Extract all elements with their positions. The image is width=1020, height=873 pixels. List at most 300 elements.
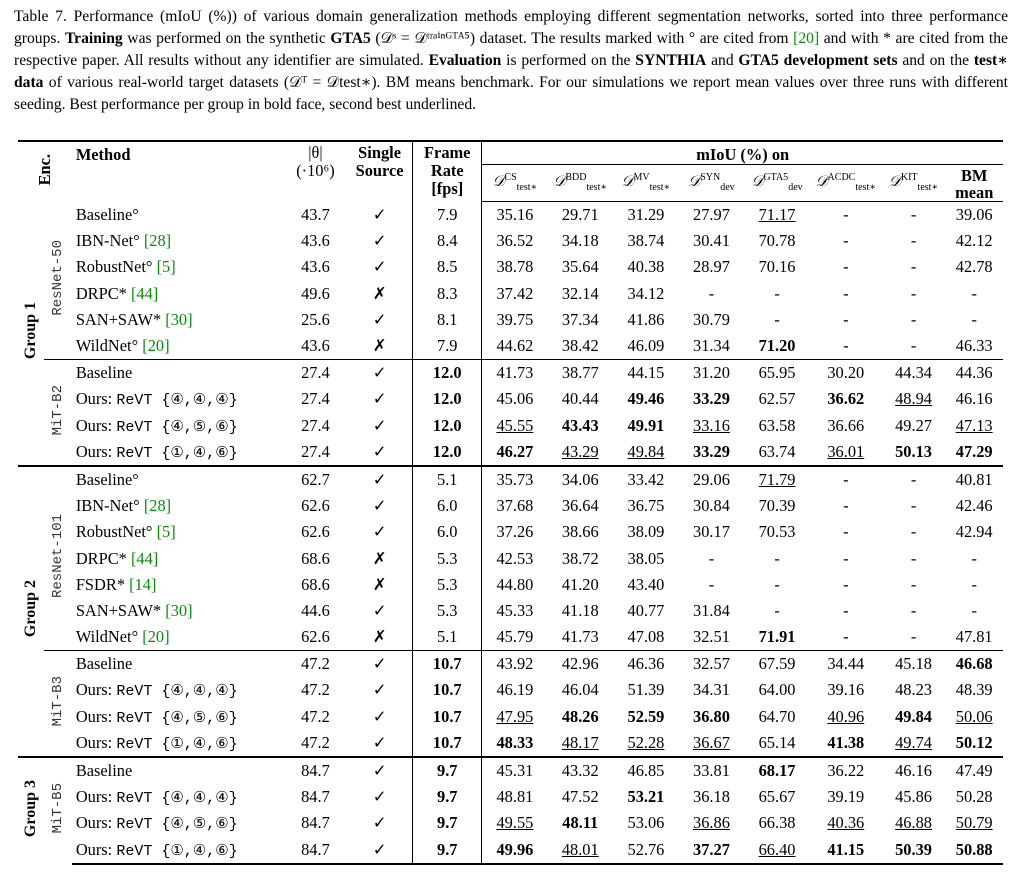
miou-cell: 52.28: [627, 732, 665, 752]
miou-cell: 36.80: [693, 706, 730, 726]
header-single-source: Single Source: [347, 141, 413, 202]
table-row: [18, 545, 1003, 571]
table-row: [18, 254, 1003, 280]
miou-cell: 44.80: [482, 572, 547, 598]
encoder-label: MiT-B2: [44, 360, 72, 466]
method-cell: IBN-Net° [28]: [75, 231, 172, 251]
table-row: [18, 307, 1003, 333]
bm-mean-cell: 47.29: [955, 441, 993, 461]
fps-cell: 6.0: [413, 493, 482, 519]
method-cell: Ours: ReVT {④,④,④}: [75, 680, 238, 701]
miou-cell: 48.17: [561, 732, 599, 752]
miou-cell: 49.27: [895, 415, 932, 435]
miou-cell: 68.17: [744, 757, 810, 784]
miou-cell: 46.04: [561, 680, 599, 700]
header-dataset-acdc: 𝒟$^{ACDC}_{test∗}$: [810, 165, 882, 202]
params-cell: 47.2: [284, 651, 347, 678]
params-cell: 62.6: [301, 522, 330, 542]
miou-cell: 36.86: [693, 813, 730, 833]
bm-mean-cell: 46.33: [955, 336, 993, 356]
method-cell: RobustNet° [5]: [75, 257, 176, 277]
params-cell: 84.7: [284, 837, 347, 864]
miou-cell: 42.53: [482, 545, 547, 571]
header-frame-rate: Frame Rate [fps]: [413, 141, 482, 202]
fps-cell: 12.0: [413, 360, 482, 387]
params-cell: 68.6: [301, 574, 330, 594]
params-cell: 43.7: [301, 204, 330, 224]
miou-cell: 45.33: [482, 598, 547, 624]
citation-link[interactable]: [5]: [156, 257, 176, 277]
method-cell: SAN+SAW* [30]: [75, 600, 193, 620]
params-cell: 49.6: [301, 283, 330, 303]
miou-cell: 48.81: [482, 784, 547, 810]
miou-cell: 48.33: [482, 730, 547, 757]
params-cell: 84.7: [301, 787, 330, 807]
miou-cell: -: [843, 627, 849, 647]
table-row: [18, 572, 1003, 598]
miou-cell: 70.16: [758, 257, 796, 277]
table-row: [18, 784, 1003, 810]
fps-cell: 9.7: [413, 837, 482, 864]
single-source-cell: ✓: [372, 231, 387, 251]
miou-cell: 32.51: [693, 627, 730, 647]
citation-link[interactable]: [30]: [165, 309, 193, 329]
miou-cell: 41.18: [561, 600, 599, 620]
fps-cell: 8.4: [413, 228, 482, 254]
single-source-cell: ✓: [372, 257, 387, 277]
citation-link[interactable]: [44]: [130, 548, 159, 568]
params-cell: 27.4: [301, 441, 330, 461]
params-cell: 43.6: [301, 257, 330, 277]
miou-cell: 35.73: [482, 466, 547, 493]
group-label: Group 3: [18, 757, 44, 864]
fps-cell: 9.7: [413, 784, 482, 810]
method-cell: Baseline°: [72, 466, 284, 493]
single-source-cell: ✓: [347, 651, 413, 678]
miou-cell: -: [810, 466, 882, 493]
citation-link[interactable]: [20]: [793, 30, 820, 47]
bm-mean-cell: 42.78: [955, 257, 993, 277]
miou-cell: -: [910, 627, 917, 647]
miou-cell: 31.29: [627, 205, 665, 225]
miou-cell: 42.96: [547, 651, 613, 678]
miou-cell: 36.18: [693, 787, 730, 807]
fps-cell: 5.3: [413, 572, 482, 598]
miou-cell: 46.36: [613, 651, 679, 678]
miou-cell: -: [774, 283, 780, 303]
single-source-cell: ✗: [372, 574, 387, 594]
params-cell: 47.2: [301, 680, 330, 700]
header-enc: Enc.: [18, 141, 72, 202]
miou-cell: 36.52: [482, 228, 547, 254]
bm-mean-cell: 42.46: [955, 496, 993, 516]
params-cell: 27.4: [301, 415, 330, 435]
miou-cell: 30.41: [693, 231, 730, 251]
miou-cell: 45.31: [482, 757, 547, 784]
header-dataset-bdd: 𝒟$^{BDD}_{test∗}$: [547, 165, 613, 202]
miou-cell: 30.79: [693, 309, 730, 329]
bm-mean-cell: 50.88: [945, 837, 1003, 864]
miou-cell: 43.32: [547, 757, 613, 784]
miou-cell: 41.38: [827, 732, 865, 752]
single-source-cell: ✗: [372, 283, 387, 303]
miou-cell: 29.06: [679, 466, 744, 493]
miou-cell: 40.44: [561, 389, 599, 409]
miou-cell: 27.97: [693, 205, 730, 225]
miou-cell: 34.31: [693, 680, 730, 700]
miou-cell: -: [910, 336, 917, 356]
miou-cell: 39.19: [827, 787, 865, 807]
table-row: [18, 281, 1003, 307]
header-dataset-cs: 𝒟$^{CS}_{test∗}$: [482, 165, 547, 202]
miou-cell: 53.21: [627, 787, 665, 807]
method-cell: Baseline: [72, 651, 284, 678]
miou-cell: 38.09: [627, 522, 665, 542]
params-cell: 25.6: [301, 309, 330, 329]
miou-cell: 48.11: [562, 813, 599, 833]
miou-cell: 65.67: [758, 787, 796, 807]
method-cell: WildNet° [20]: [75, 336, 170, 356]
citation-link[interactable]: [44]: [130, 283, 159, 303]
params-cell: 27.4: [284, 360, 347, 387]
miou-cell: 33.42: [613, 466, 679, 493]
citation-link[interactable]: [30]: [165, 600, 193, 620]
miou-cell: 41.73: [482, 360, 547, 387]
miou-cell: 49.84: [895, 706, 932, 726]
miou-cell: 46.16: [882, 757, 946, 784]
params-cell: 44.6: [301, 600, 330, 620]
miou-cell: -: [843, 574, 849, 594]
miou-cell: 37.27: [679, 837, 744, 864]
miou-cell: -: [843, 496, 849, 516]
miou-cell: 48.26: [561, 706, 599, 726]
miou-cell: 38.78: [482, 254, 547, 280]
bm-mean-cell: 50.06: [955, 706, 993, 726]
miou-cell: 34.18: [561, 231, 599, 251]
miou-cell: 65.14: [758, 732, 796, 752]
miou-cell: 33.29: [693, 389, 730, 409]
miou-cell: -: [910, 548, 917, 568]
params-cell: 84.7: [284, 757, 347, 784]
miou-cell: 44.34: [882, 360, 946, 387]
miou-cell: 45.86: [895, 787, 932, 807]
table-row: [18, 704, 1003, 730]
method-cell: Ours: ReVT {④,⑤,⑥}: [75, 415, 238, 436]
miou-cell: -: [843, 600, 849, 620]
miou-cell: 32.14: [561, 283, 599, 303]
params-cell: 43.6: [301, 231, 330, 251]
table-row: [18, 810, 1003, 836]
bm-mean-cell: 47.81: [955, 627, 993, 647]
miou-cell: 46.85: [613, 757, 679, 784]
miou-cell: -: [882, 466, 946, 493]
single-source-cell: ✓: [372, 389, 387, 409]
miou-cell: 45.55: [482, 413, 547, 439]
table-row: [18, 413, 1003, 439]
table-row: [18, 624, 1003, 651]
params-cell: 62.6: [301, 627, 330, 647]
miou-cell: 37.26: [482, 519, 547, 545]
method-cell: Baseline: [72, 757, 284, 784]
miou-cell: 47.08: [627, 627, 665, 647]
single-source-cell: ✓: [372, 309, 387, 329]
miou-cell: 40.77: [627, 600, 665, 620]
miou-cell: 35.64: [561, 257, 599, 277]
miou-cell: 34.06: [547, 466, 613, 493]
fps-cell: 7.9: [413, 202, 482, 229]
miou-cell: 63.58: [758, 415, 796, 435]
miou-cell: 28.97: [693, 257, 730, 277]
miou-cell: -: [774, 574, 780, 594]
params-cell: 47.2: [301, 706, 330, 726]
miou-cell: 47.52: [561, 787, 599, 807]
header-dataset-kit: 𝒟$^{KIT}_{test∗}$: [882, 165, 946, 202]
params-cell: 84.7: [301, 813, 330, 833]
miou-cell: -: [708, 574, 715, 594]
miou-cell: 36.64: [561, 496, 599, 516]
single-source-cell: ✗: [372, 548, 387, 568]
miou-cell: -: [708, 283, 715, 303]
miou-cell: 71.20: [758, 336, 796, 356]
bm-mean-cell: 50.79: [955, 813, 993, 833]
miou-cell: 48.94: [895, 389, 932, 409]
miou-cell: 38.72: [561, 548, 599, 568]
citation-link[interactable]: [20]: [142, 336, 170, 356]
miou-cell: 64.00: [758, 680, 796, 700]
miou-cell: -: [910, 574, 917, 594]
bm-mean-cell: 48.39: [955, 680, 993, 700]
single-source-cell: ✓: [372, 680, 387, 700]
single-source-cell: ✓: [372, 496, 387, 516]
miou-cell: 41.20: [561, 574, 599, 594]
miou-cell: -: [910, 600, 917, 620]
miou-cell: 49.74: [895, 732, 932, 752]
miou-cell: 36.75: [627, 496, 665, 516]
table-row: [18, 202, 1003, 229]
group-label: Group 2: [18, 466, 44, 757]
method-cell: WildNet° [20]: [75, 627, 170, 647]
miou-cell: 36.62: [827, 389, 865, 409]
miou-cell: 66.40: [744, 837, 810, 864]
method-cell: Ours: ReVT {④,⑤,⑥}: [75, 706, 238, 727]
miou-cell: -: [910, 231, 917, 251]
miou-cell: 63.74: [758, 441, 796, 461]
miou-cell: 31.34: [693, 336, 730, 356]
bm-mean-cell: 46.16: [955, 389, 993, 409]
miou-cell: 45.79: [482, 624, 547, 651]
method-cell: RobustNet° [5]: [75, 522, 176, 542]
fps-cell: 10.7: [413, 730, 482, 757]
single-source-cell: ✓: [372, 732, 387, 752]
miou-cell: -: [910, 496, 917, 516]
citation-link[interactable]: [14]: [129, 574, 157, 594]
single-source-cell: ✓: [347, 837, 413, 864]
results-table: [18, 140, 1003, 865]
miou-cell: 32.57: [679, 651, 744, 678]
miou-cell: -: [910, 283, 917, 303]
fps-cell: 12.0: [413, 386, 482, 412]
miou-cell: 53.06: [627, 813, 665, 833]
fps-cell: 12.0: [413, 413, 482, 439]
miou-cell: 37.68: [482, 493, 547, 519]
miou-cell: 45.18: [882, 651, 946, 678]
encoder-label: ResNet-101: [44, 466, 72, 651]
table-row: [18, 677, 1003, 703]
fps-cell: 9.7: [413, 757, 482, 784]
bm-mean-cell: 47.49: [945, 757, 1003, 784]
header-params: |θ| (·10⁶): [284, 141, 347, 202]
bm-mean-cell: 40.81: [945, 466, 1003, 493]
miou-cell: 36.22: [810, 757, 882, 784]
table-row: [18, 386, 1003, 412]
fps-cell: 9.7: [413, 810, 482, 836]
header-method: Method: [72, 141, 284, 202]
bm-mean-cell: 50.12: [955, 732, 993, 752]
miou-cell: 43.92: [482, 651, 547, 678]
table-row: [18, 466, 1003, 493]
miou-cell: 38.74: [627, 231, 665, 251]
miou-cell: 44.62: [482, 333, 547, 360]
single-source-cell: ✓: [372, 415, 387, 435]
table-row: [18, 651, 1003, 678]
miou-cell: 45.06: [482, 386, 547, 412]
fps-cell: 8.3: [413, 281, 482, 307]
method-cell: FSDR* [14]: [75, 574, 157, 594]
miou-cell: 34.44: [810, 651, 882, 678]
encoder-label: MiT-B5: [44, 757, 72, 864]
miou-cell: 36.66: [827, 415, 865, 435]
bm-mean-cell: -: [971, 574, 977, 594]
table-row: [18, 837, 1003, 864]
header-dataset-gta5: 𝒟$^{GTA5}_{dev}$: [744, 165, 810, 202]
table-row: [18, 333, 1003, 360]
method-cell: DRPC* [44]: [75, 548, 159, 568]
citation-link[interactable]: [20]: [142, 627, 170, 647]
miou-cell: 67.59: [744, 651, 810, 678]
miou-cell: 49.46: [627, 389, 665, 409]
miou-cell: -: [774, 548, 780, 568]
miou-cell: 38.66: [561, 522, 599, 542]
fps-cell: 8.5: [413, 254, 482, 280]
bm-mean-cell: -: [971, 600, 977, 620]
header-dataset-mv: 𝒟$^{MV}_{test∗}$: [613, 165, 679, 202]
miou-cell: -: [774, 600, 780, 620]
table-row: [18, 598, 1003, 624]
table-caption: Table 7. Performance (mIoU (%)) of various domain generalization methods employing different segmentation networks, sorted into three performance groups. Training was performed on the synthetic GTA5 (𝒟ˢ = 𝒟ᵗʳᵃⁱⁿᴳᵀᴬ⁵) dataset. The results marked with ° are cited from [20] and with * are cited from the respective paper. All results without any identifier are simulated. Evaluation is performed on the SYNTHIA and GTA5 development sets and on the test∗ data of various real-world target datasets (𝒟ᵀ = 𝒟test∗). BM means benchmark. For our simulations we report mean values over three runs with different seeding. Best performance per group in bold face, second best underlined.: [14, 8, 1008, 113]
miou-cell: 65.95: [744, 360, 810, 387]
miou-cell: 30.84: [693, 496, 730, 516]
miou-cell: -: [774, 309, 780, 329]
table-row: [18, 519, 1003, 545]
miou-cell: 49.55: [482, 810, 547, 836]
miou-cell: 40.96: [827, 706, 865, 726]
miou-cell: -: [843, 548, 849, 568]
table-row: [18, 730, 1003, 757]
citation-link[interactable]: [28]: [143, 496, 172, 516]
params-cell: 27.4: [301, 389, 330, 409]
method-cell: Ours: ReVT {①,④,⑥}: [72, 837, 284, 864]
single-source-cell: ✗: [372, 627, 387, 647]
miou-cell: 40.36: [827, 813, 865, 833]
miou-cell: 30.20: [810, 360, 882, 387]
miou-cell: 49.84: [627, 441, 665, 461]
bm-mean-cell: 44.36: [945, 360, 1003, 387]
citation-link[interactable]: [28]: [143, 231, 172, 251]
single-source-cell: ✓: [347, 360, 413, 387]
bm-mean-cell: 46.68: [945, 651, 1003, 678]
miou-cell: 41.15: [810, 837, 882, 864]
miou-cell: 33.81: [679, 757, 744, 784]
fps-cell: 10.7: [413, 651, 482, 678]
params-cell: 68.6: [301, 548, 330, 568]
miou-cell: 31.20: [679, 360, 744, 387]
miou-cell: 43.29: [561, 441, 599, 461]
single-source-cell: ✓: [347, 466, 413, 493]
miou-cell: -: [843, 205, 849, 225]
single-source-cell: ✓: [372, 522, 387, 542]
fps-cell: 8.1: [413, 307, 482, 333]
miou-cell: 30.17: [693, 522, 730, 542]
miou-cell: 39.75: [482, 307, 547, 333]
miou-cell: 43.43: [561, 415, 599, 435]
miou-cell: 51.39: [627, 680, 665, 700]
bm-mean-cell: -: [971, 548, 977, 568]
fps-cell: 10.7: [413, 704, 482, 730]
miou-cell: 35.16: [482, 202, 547, 229]
table-row: [18, 493, 1003, 519]
citation-link[interactable]: [5]: [156, 522, 176, 542]
miou-cell: 33.16: [693, 415, 730, 435]
method-cell: Ours: ReVT {①,④,⑥}: [75, 441, 238, 462]
fps-cell: 7.9: [413, 333, 482, 360]
miou-cell: 46.88: [895, 813, 932, 833]
miou-cell: 48.01: [547, 837, 613, 864]
single-source-cell: ✓: [372, 600, 387, 620]
header-bm-mean: BM mean: [945, 165, 1003, 202]
miou-cell: 41.86: [627, 309, 665, 329]
fps-cell: 5.3: [413, 545, 482, 571]
single-source-cell: ✗: [372, 336, 387, 356]
table-row: [18, 757, 1003, 784]
single-source-cell: ✓: [372, 204, 387, 224]
miou-cell: 48.23: [895, 680, 932, 700]
miou-cell: -: [708, 548, 715, 568]
miou-cell: 38.77: [547, 360, 613, 387]
miou-cell: 38.05: [627, 548, 665, 568]
method-cell: DRPC* [44]: [75, 283, 159, 303]
method-cell: Baseline°: [75, 204, 139, 224]
bm-mean-cell: 47.13: [955, 415, 993, 435]
miou-cell: 37.34: [561, 309, 599, 329]
single-source-cell: ✓: [347, 757, 413, 784]
method-cell: IBN-Net° [28]: [75, 496, 172, 516]
encoder-label: MiT-B3: [44, 651, 72, 757]
encoder-label: ResNet-50: [49, 240, 66, 316]
bm-mean-cell: 42.94: [955, 522, 993, 542]
method-cell: Ours: ReVT {④,④,④}: [75, 389, 238, 410]
miou-cell: -: [843, 283, 849, 303]
miou-cell: 40.38: [627, 257, 665, 277]
params-cell: 62.7: [284, 466, 347, 493]
miou-cell: 64.70: [758, 706, 796, 726]
single-source-cell: ✓: [372, 706, 387, 726]
miou-cell: 62.57: [758, 389, 796, 409]
miou-cell: 70.39: [758, 496, 796, 516]
miou-cell: 49.91: [627, 415, 665, 435]
miou-cell: 66.38: [758, 813, 796, 833]
method-cell: Ours: ReVT {④,⑤,⑥}: [75, 813, 238, 834]
fps-cell: 5.1: [413, 624, 482, 651]
